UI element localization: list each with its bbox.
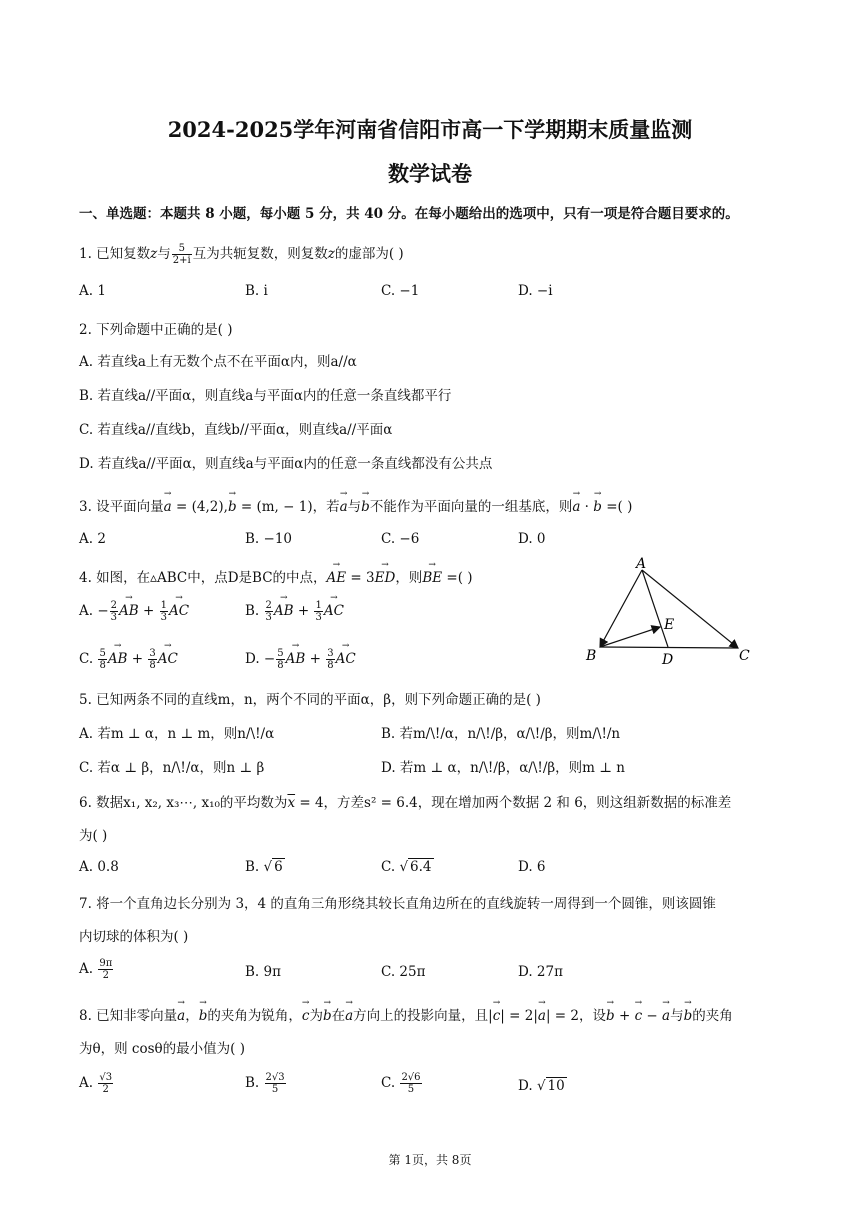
label-b: B	[586, 648, 597, 664]
q8-option-a: A. $\frac{√3}{2}$	[79, 1072, 113, 1095]
q4-option-b: B. $\frac{2}{3}$ → AB + $\frac{1}{3}$ → AC	[245, 600, 344, 623]
section-heading: 一、单选题：本题共 8 小题，每小题 5 分，共 40 分。在每小题给出的选项中，只有一项是符合题目要求的。	[79, 206, 739, 222]
q5-option-b: B. 若m/\!/α，n/\!/β，α/\!/β，则m/\!/n	[381, 726, 621, 742]
label-d: D	[662, 652, 674, 668]
q7-option-b: B. 9π	[245, 964, 281, 980]
q6-option-c: C. √ 6.4	[381, 859, 432, 875]
q2-option-a: A. 若直线a上有无数个点不在平面α内，则a//α	[79, 354, 357, 370]
triangle-figure	[580, 556, 760, 668]
q6-option-a: A. 0.8	[79, 859, 119, 875]
q3-option-c: C. −6	[381, 531, 420, 547]
q5-option-c: C. 若α ⊥ β，n/\!/α，则n ⊥ β	[79, 760, 265, 776]
q1-option-a: A. 1	[79, 283, 106, 299]
q3-option-b: B. −10	[245, 531, 292, 547]
q5-stem: 5. 已知两条不同的直线m，n，两个不同的平面α，β，则下列命题正确的是( )	[79, 692, 541, 708]
q5-option-d: D. 若m ⊥ α，n/\!/β，α/\!/β，则m ⊥ n	[381, 760, 625, 776]
q2-option-c: C. 若直线a//直线b，直线b//平面α，则直线a//平面α	[79, 422, 393, 438]
q3-option-d: D. 0	[518, 531, 546, 547]
q4-option-a: A. − $\frac{2}{3}$ → AB + $\frac{1}{3}$ → AC	[79, 600, 189, 623]
q6-stem-cont: 为( )	[79, 828, 108, 844]
q8-option-d: D. √ 10	[518, 1078, 565, 1094]
q4-option-c: C. $\frac{5}{8}$ → AB + $\frac{3}{8}$ → AC	[79, 648, 178, 671]
q1-option-c: C. −1	[381, 283, 420, 299]
q4-stem: 4. 如图，在▵ABC中，点D是BC的中点，→ AE = 3→ ED，则→ BE =( )	[79, 566, 473, 586]
q6-option-b: B. √ 6	[245, 859, 283, 875]
q4-option-d: D. − $\frac{5}{8}$ → AB + $\frac{3}{8}$ → AC	[245, 648, 356, 671]
vector-ac	[642, 570, 738, 648]
label-c: C	[739, 648, 750, 664]
q6-option-d: D. 6	[518, 859, 546, 875]
exam-subtitle: 数学试卷	[388, 161, 472, 186]
q7-option-a: A. $\frac{9\pi}{2}$	[79, 958, 113, 981]
q7-stem-cont: 内切球的体积为( )	[79, 929, 189, 945]
q5-option-a: A. 若m ⊥ α，n ⊥ m，则n/\!/α	[79, 726, 275, 742]
q1-fraction: $\frac{5}{2+i}$	[172, 243, 191, 266]
q8-stem: 8. 已知非零向量→ a，→ b的夹角为锐角，→ c为→ b在→ a方向上的投影向量，且|→ c| = 2|→ a| = 2，设→ b + → c − → a与→ b的夹角	[79, 1004, 733, 1024]
q7-option-c: C. 25π	[381, 964, 426, 980]
q6-stem: 6. 数据x₁, x₂, x₃⋯, x₁₀的平均数为$\overline{x} = 4$，方差s² = 6.4，现在增加两个数据 2 和 6，则这组新数据的标准差	[79, 795, 732, 811]
q1-stem: 1. 已知复数z与 $\frac{5}{2+i}$ 互为共轭复数，则复数z的虚部为( )	[79, 243, 404, 266]
q2-stem: 2. 下列命题中正确的是( )	[79, 322, 233, 338]
q3-option-a: A. 2	[79, 531, 106, 547]
q1-option-d: D. −i	[518, 283, 553, 299]
q8-stem-cont: 为θ，则 cosθ的最小值为( )	[79, 1041, 245, 1057]
q2-option-d: D. 若直线a//平面α，则直线a与平面α内的任意一条直线都没有公共点	[79, 456, 493, 472]
segment-ad	[642, 570, 668, 647]
q7-option-d: D. 27π	[518, 964, 563, 980]
q3-stem: 3. 设平面向量→ a = (4,2),→ b = (m, − 1)，若→ a与→ b不能作为平面向量的一组基底，则→ a · → b =( )	[79, 495, 632, 515]
exam-title: 2024-2025学年河南省信阳市高一下学期期末质量监测	[167, 117, 693, 142]
q7-stem: 7. 将一个直角边长分别为 3，4 的直角三角形绕其较长直角边所在的直线旋转一周得到一个圆锥，则该圆锥	[79, 896, 716, 912]
label-a: A	[636, 556, 647, 572]
q1-option-b: B. i	[245, 283, 268, 299]
page-footer: 第 1页，共 8页	[388, 1153, 472, 1167]
q8-option-c: C. $\frac{2√6}{5}$	[381, 1072, 421, 1095]
q2-option-b: B. 若直线a//平面α，则直线a与平面α内的任意一条直线都平行	[79, 388, 452, 404]
segment-bc	[600, 647, 738, 648]
q8-option-b: B. $\frac{2√3}{5}$	[245, 1072, 285, 1095]
label-e: E	[664, 617, 675, 633]
